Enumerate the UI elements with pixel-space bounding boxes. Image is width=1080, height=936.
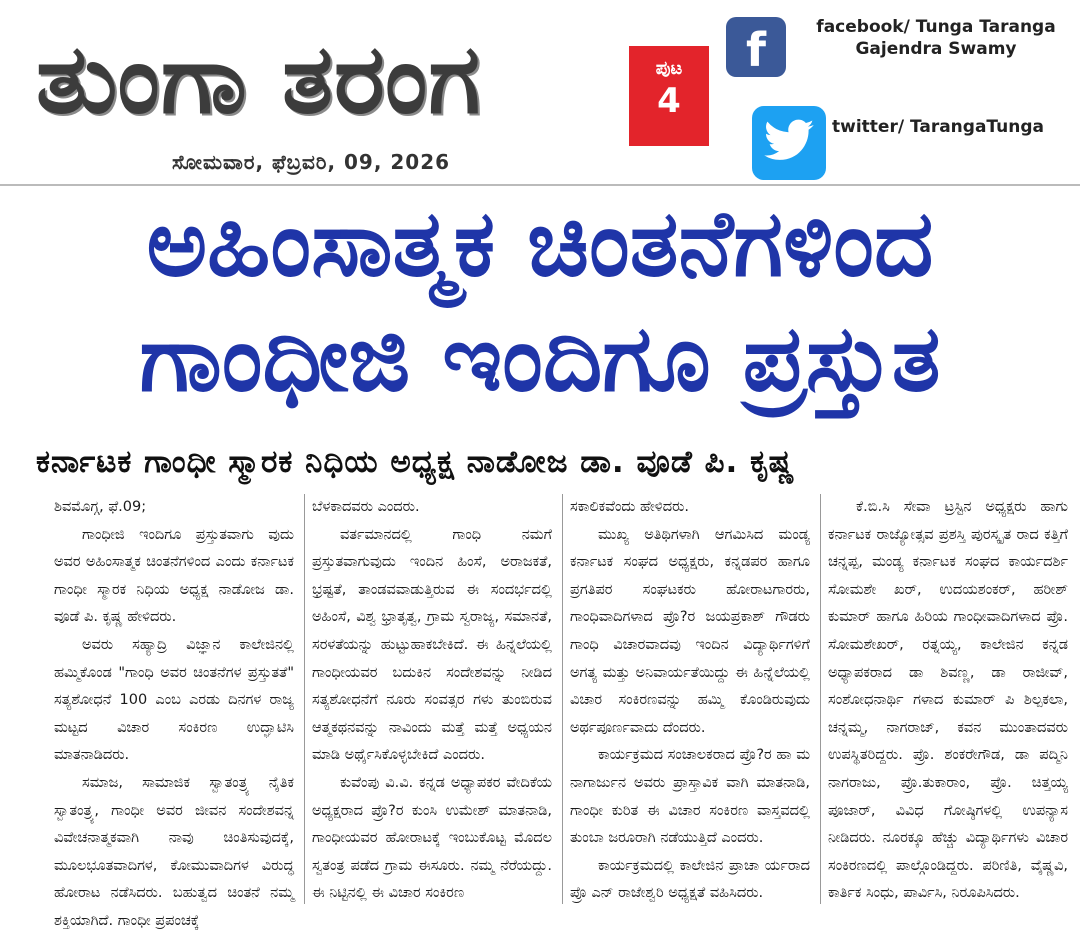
paragraph: ಕುವೆಂಪು ವಿ.ವಿ. ಕನ್ನಡ ಅಧ್ಯಾಪಕರ ವೇದಿಕೆಯ ಅಧ್ಯಕ್ಷರಾದ ಪ್ರೊ?ರ ಕುಂಸಿ ಉಮೇಶ್ ಮಾತನಾಡಿ, ಗಾಂಧೀಯವರ ಹೋರಾಟಕ್ಕೆ ಇಂಬುಕೊಟ್ಟ ಮೊದಲ ಸ್ವತಂತ್ರ ಪಡೆದ ಗ್ರಾಮ ಈಸೂರು. ನಮ್ಮ ನೆರೆಯದ್ದು. ಈ ನಿಟ್ಟಿನಲ್ಲಿ ಈ ವಿಚಾರ ಸಂಕಿರಣ bbox=[312, 774, 552, 902]
paragraph: ಸಮಾಜ, ಸಾಮಾಜಿಕ ಸ್ವಾತಂತ್ರ್ಯ ನೈತಿಕ ಸ್ವಾತಂತ್ರ್ಯ, ಗಾಂಧೀ ಅವರ ಜೀವನ ಸಂದೇಶವನ್ನ ವಿವೇಚನಾತ್ಮಕವಾಗಿ ನಾವು ಚಿಂತಿಸುವುದಕ್ಕೆ, ಮೂಲಭೂತವಾದಿಗಳ, ಕೋಮುವಾದಿಗಳ ವಿರುದ್ಧ ಹೋರಾಟ ನಡೆಸಿದರು. ಬಹುತ್ವದ ಚಿಂತನೆ ನಮ್ಮ ಶಕ್ತಿಯಾಗಿದೆ. ಗಾಂಧೀ ಪ್ರಪಂಚಕ್ಕೆ bbox=[54, 774, 294, 929]
headline bbox=[0, 188, 1080, 418]
paragraph: ಮುಖ್ಯ ಅತಿಥಿಗಳಾಗಿ ಆಗಮಿಸಿದ ಮಂಡ್ಯ ಕರ್ನಾಟಕ ಸಂಘದ ಅಧ್ಯಕ್ಷರು, ಕನ್ನಡಪರ ಹಾಗೂ ಪ್ರಗತಿಪರ ಸಂಘಟಕರು ಹೋರಾಟಗಾರರು, ಗಾಂಧಿವಾದಿಗಳಾದ ಪ್ರೊ?ರ ಜಯಪ್ರಕಾಶ್ ಗೌಡರು ಗಾಂಧಿ ವಿಚಾರವಾದವು ಇಂದಿನ ವಿದ್ಯಾರ್ಥಿಗಳಿಗೆ ಅಗತ್ಯ ಮತ್ತು ಅನಿವಾರ್ಯತೆಯಿದ್ದು ಈ ಹಿನ್ನೆಲೆಯಲ್ಲಿ ವಿಚಾರ ಸಂಕಿರಣವನ್ನು ಹಮ್ಮಿ ಕೊಂಡಿರುವುದು ಅರ್ಥಪೂರ್ಣವಾದು ದೆಂದರು. bbox=[570, 526, 810, 736]
headline-line-1: ಅಹಿಂಸಾತ್ಮಕ ಚಿಂತನೆಗಳಿಂದ bbox=[146, 190, 934, 297]
facebook-handle: facebook/ Tunga Taranga Gajendra Swamy bbox=[816, 17, 1056, 59]
newspaper-title: ತುಂಗಾ ತರಂಗ bbox=[36, 22, 482, 135]
page-number-box bbox=[629, 46, 709, 146]
paragraph: ವರ್ತಮಾನದಲ್ಲಿ ಗಾಂಧಿ ನಮಗೆ ಪ್ರಸ್ತುತವಾಗುವುದು ಇಂದಿನ ಹಿಂಸೆ, ಅರಾಜಕತೆ, ಭ್ರಷ್ಟತೆ, ತಾಂಡವವಾಡುತ್ತಿರುವ ಈ ಸಂದರ್ಭದಲ್ಲಿ ಅಹಿಂಸೆ, ವಿಶ್ವ ಭ್ರಾತೃತ್ವ, ಗ್ರಾಮ ಸ್ವರಾಜ್ಯ, ಸಮಾನತೆ, ಸರಳತೆಯನ್ನು ಹುಟ್ಟುಹಾಕಬೇಕಿದೆ. ಈ ಹಿನ್ನಲೆಯಲ್ಲಿ ಗಾಂಧೀಯವರ ಬದುಕಿನ ಸಂದೇಶವನ್ನು ನೀಡಿದ ಸತ್ಯಶೋಧನೆಗೆ ನೂರು ಸಂವತ್ಸರ ಗಳು ತುಂಬಿರುವ ಆತ್ಮಕಥನವನ್ನು ನಾವಿಂದು ಮತ್ತೆ ಮತ್ತೆ ಅಧ್ಯಯನ ಮಾಡಿ ಅರ್ಥೈಸಿಕೊಳ್ಳಬೇಕಿದೆ ಎಂದರು. bbox=[312, 526, 552, 764]
paragraph: ಕಾರ್ಯಕ್ರಮದಲ್ಲಿ ಕಾಲೇಜಿನ ಪ್ರಾಚಾ ರ್ಯರಾದ ಪ್ರೊ ಎನ್ ರಾಜೇಶ್ವರಿ ಅಧ್ಯಕ್ಷತೆ ವಹಿಸಿದರು. bbox=[570, 857, 810, 902]
dateline: ಶಿವಮೊಗ್ಗ, ಫೆ.09; bbox=[54, 499, 147, 515]
headline-line-2: ಗಾಂಧೀಜಿ ಇಂದಿಗೂ ಪ್ರಸ್ತುತ bbox=[139, 305, 941, 412]
paragraph: ಗಾಂಧೀಜಿ ಇಂದಿಗೂ ಪ್ರಸ್ತುತವಾಗು ವುದು ಅವರ ಅಹಿಂಸಾತ್ಮಕ ಚಿಂತನೆಗಳಿಂದ ಎಂದು ಕರ್ನಾಟಕ ಗಾಂಧೀ ಸ್ಮಾರಕ ನಿಧಿಯ ಅಧ್ಯಕ್ಷ ನಾಡೋಜ ಡಾ. ವೂಡೆ ಪಿ. ಕೃಷ್ಣ ಹೇಳಿದರು. bbox=[54, 526, 294, 626]
paragraph: ಕೆ.ಬಿ.ಸಿ ಸೇವಾ ಟ್ರಸ್ಟಿನ ಅಧ್ಯಕ್ಷರು ಹಾಗು ಕರ್ನಾಟಕ ರಾಜ್ಯೋತ್ಸವ ಪ್ರಶಸ್ತಿ ಪುರಸ್ಕೃತ ರಾದ ಕತ್ತಿಗೆ ಚನ್ನಪ್ಪ, ಮಂಡ್ಯ ಕರ್ನಾಟಕ ಸಂಘದ ಕಾರ್ಯದರ್ಶಿ ಸೋಮಶೇ ಖರ್, ಉದಯಶಂಕರ್, ಹರೀಶ್ ಕುಮಾರ್ ಹಾಗೂ ಹಿರಿಯ ಗಾಂಧೀವಾದಿಗಳಾದ ಪ್ರೊ. ಸೋಮಶೇಖರ್, ರತ್ನಯ್ಯ, ಕಾಲೇಜಿನ ಕನ್ನಡ ಅಧ್ಯಾಪಕರಾದ ಡಾ ಶಿವಣ್ಣ, ಡಾ ರಾಜೀವ್, ಸಂಶೋಧನಾರ್ಥಿ ಗಳಾದ ಕುಮಾರ್ ಪಿ ಶಿಲ್ಪಕಲಾ, ಚನ್ನಮ್ಮ, ನಾಗರಾಜ್, ಕವನ ಮುಂತಾದವರು ಉಪಸ್ಥಿತರಿದ್ದರು. ಪ್ರೊ. ಶಂಕರೇಗೌಡ, ಡಾ ಪದ್ಮಿನಿ ನಾಗರಾಜು, ಪ್ರೊ.ತುಕಾರಾಂ, ಪ್ರೊ. ಚಿತ್ತಯ್ಯ ಪೂಜಾರ್, ವಿವಿಧ ಗೋಷ್ಠಿಗಳಲ್ಲಿ ಉಪನ್ಯಾಸ ನೀಡಿದರು. ನೂರಕ್ಕೂ ಹೆಚ್ಚು ವಿದ್ಯಾರ್ಥಿಗಳು ವಿಚಾರ ಸಂಕಿರಣದಲ್ಲಿ ಪಾಲ್ಗೊಂಡಿದ್ದರು. ಪರಿಣಿತಿ, ವೈಷ್ಣವಿ, ಕಾರ್ತಿಕ ಸಿಂಧು, ಪಾರ್ವಿಸಿ, ನಿರೂಪಿಸಿದರು. bbox=[828, 499, 1068, 902]
twitter-icon bbox=[752, 106, 826, 180]
paragraph: ಕಾರ್ಯಕ್ರಮದ ಸಂಚಾಲಕರಾದ ಪ್ರೊ?ರ ಹಾ ಮ ನಾಗಾರ್ಜುನ ಅವರು ಪ್ರಾಸ್ತಾವಿಕ ವಾಗಿ ಮಾತನಾಡಿ, ಗಾಂಧೀ ಕುರಿತ ಈ ವಿಚಾರ ಸಂಕಿರಣ ವಾಸ್ತವದಲ್ಲಿ ತುಂಬಾ ಜರೂರಾಗಿ ನಡೆಯುತ್ತಿದೆ ಎಂದರು. bbox=[570, 747, 810, 847]
subheadline: ಕರ್ನಾಟಕ ಗಾಂಧೀ ಸ್ಮಾರಕ ನಿಧಿಯ ಅಧ್ಯಕ್ಷ ನಾಡೋಜ ಡಾ. ವೂಡೆ ಪಿ. ಕೃಷ್ಣ bbox=[36, 444, 796, 480]
facebook-icon: f bbox=[726, 17, 786, 77]
masthead bbox=[0, 0, 1080, 190]
page-label: ಪುಟ bbox=[655, 58, 683, 79]
masthead-divider bbox=[0, 184, 1080, 186]
paragraph: ಅವರು ಸಹ್ಯಾದ್ರಿ ವಿಜ್ಞಾನ ಕಾಲೇಜಿನಲ್ಲಿ ಹಮ್ಮಿಕೊಂಡ "ಗಾಂಧಿ ಅವರ ಚಿಂತನೆಗಳ ಪ್ರಸ್ತುತತೆ" ಸತ್ಯಶೋಧನೆ 100 ಎಂಬ ಎರಡು ದಿನಗಳ ರಾಜ್ಯ ಮಟ್ಟದ ವಿಚಾರ ಸಂಕಿರಣ ಉದ್ಘಾಟಿಸಿ ಮಾತನಾಡಿದರು. bbox=[54, 636, 294, 764]
article-column-1 bbox=[54, 494, 294, 936]
issue-date: ಸೋಮವಾರ, ಫೆಬ್ರವರಿ, 09, 2026 bbox=[172, 150, 451, 174]
article-column-3 bbox=[570, 494, 810, 908]
column-divider bbox=[820, 494, 821, 904]
article-column-2 bbox=[312, 494, 552, 908]
paragraph: ಬೆಳಕಾದವರು ಎಂದರು. bbox=[312, 499, 420, 515]
column-divider bbox=[562, 494, 563, 904]
paragraph: ಸಕಾಲಿಕವೆಂದು ಹೇಳಿದರು. bbox=[570, 499, 689, 515]
twitter-handle: twitter/ TarangaTunga bbox=[832, 117, 1045, 137]
article-body bbox=[54, 494, 1080, 929]
column-divider bbox=[304, 494, 305, 904]
article-column-4 bbox=[828, 494, 1068, 908]
page-number: 4 bbox=[657, 81, 681, 121]
